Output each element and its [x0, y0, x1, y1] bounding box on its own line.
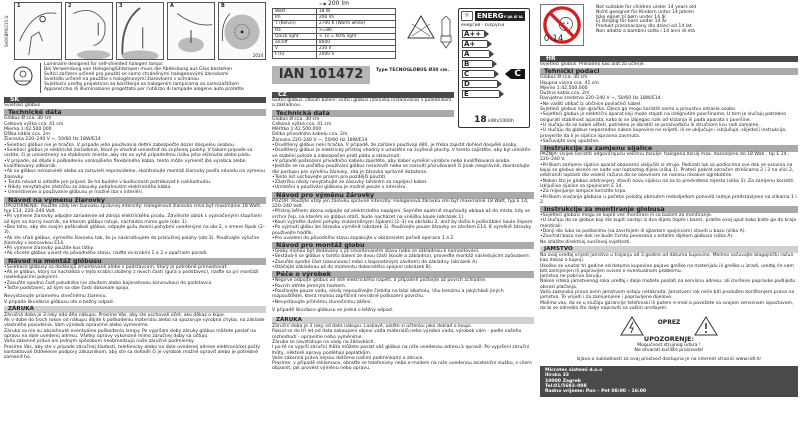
instruction: •Kouli vyjměte dvěmi pohyby znázorněnými šipkami (2–3) na obrázku 2, aniž by došlo k poškrábání koule čepem. — [272, 219, 534, 225]
figure-label: 3 — [119, 3, 123, 9]
spec-line: Mjerilo 1:42.500.000 — [540, 85, 588, 91]
note: Nevystavujte priamemu slnečnému žiareniu. — [4, 294, 107, 300]
note: •Ne vaditi utikač iz utičnice povlačeći kabel. — [540, 101, 642, 107]
luminaire-notice — [4, 63, 266, 93]
warranty-text: Vaše zákonná práva nejsou dotčena našimi podmínkami o záruce. — [272, 355, 424, 361]
instruction: •Po vyjmutí glóbu lze žárovku vyměnit (obrázek 3). Používejte pouze žárovky se závitem E14. K výměně žárovky používejte hadřík. — [272, 225, 532, 236]
energy-class-row — [462, 50, 527, 58]
notice-line: Svietidlo určené na použitie s halogénovými žiarovkami s ochranou — [44, 76, 200, 82]
base-rotate-illustration — [219, 3, 265, 59]
section-title: ZÁRUKA — [4, 306, 266, 313]
age-warning-line: Ej lämplig för barn under 14 år — [596, 19, 667, 25]
note: • Umiestnenie a používanie glóbusu je možné iba v interiéri. — [4, 190, 144, 196]
spec-line: Délka přívodního kabelu cca. 2m — [272, 132, 348, 138]
note: Svjetleći globus nije igračka. Djeca ga mogu koristiti samo u prisustvu odrasle osobe. — [540, 107, 737, 113]
figure-code: 2014 — [252, 52, 263, 58]
spec-value: 18 W — [316, 9, 395, 15]
no-hot-surface-warning-icon — [406, 14, 436, 40]
spec-line: Globus Ø cca. 30 cm — [540, 75, 588, 81]
instruction: •Pri výmene žiarovky použite kus látky. — [4, 246, 95, 252]
note: •Svietiaci glóbus nie je hračka. V prípade jeho používania deťmi zabezpečte dozor dospelou osobou. — [4, 142, 236, 148]
energy-class-row — [462, 60, 527, 68]
spec-key: t (h) — [273, 52, 317, 58]
bulb-icon: ☼ — [461, 11, 473, 21]
contact-line: Ilirska 33 — [545, 373, 570, 379]
instruction: •Točte podstavec, až kým sa obe časti dokonale spoja. — [4, 285, 130, 291]
spec-key: V — [273, 46, 317, 52]
warning-title: UPOZORENJE: — [643, 335, 695, 344]
instruction: •Prilikom vraćanja globusa u početni položaj obrnutim redosljedom ponoviti radnje predstavljene na slikama 1 i 2. — [540, 194, 797, 205]
energy-label — [458, 8, 530, 128]
assembly-figures — [4, 2, 266, 60]
section-title: Návod pro montáž globu — [272, 242, 534, 249]
section-title: Instrukcije za montiranje globusa — [540, 206, 798, 213]
warranty-text: Vaša zákonné práva ani jedným spôsobom neobmedzujú naše záručné podmienky. — [4, 339, 195, 345]
spec-value: 230 V — [316, 46, 395, 52]
figure-label: B — [221, 3, 225, 9]
note: •Sačuvajte ovaj uputstvo. — [540, 138, 600, 144]
care-item: •Povrch otřete jemným hadrem. — [272, 283, 347, 289]
product-code: SH00BM0215-U — [4, 15, 9, 47]
note: • Tento návod si odložte pre prípad, že ho budete v budúcnosti potrebovať k nahliadnutiu. — [4, 179, 212, 185]
warranty-text: Nakon isteka jamstvenog roka uređaj i dalje možete poslati na servisnu adresu, ali izvršene popravke podliježu obvezi plaćanja. — [540, 279, 796, 290]
cz-intro: Svítící glóbus. Obsah balení: svítící glóbus (žárovka instalována) s poledníkem a základnou. — [272, 98, 452, 109]
section-title: Tehnički podaci — [540, 68, 798, 75]
energy-arrow-tip — [489, 50, 494, 58]
bulb-shape-icon — [438, 16, 454, 56]
instruction: Ne izlažite direktnoj sunčevoj svjetlosti. — [540, 239, 631, 245]
spec-value: >=80 — [316, 27, 395, 33]
spec-key: Ra — [273, 27, 317, 33]
warranty-text: Prosíme Vás, aby ste v prípade záručnej žiadosti, telefonicky alebo na dole uvedenej adrese elektronickej pošty kontaktovali Oddelenie podpory zákazníkom, aby ste sa dohodli či je výrobok možné opraviť alebo je potrebné zameniť ho. — [4, 344, 261, 361]
product-type: Type TECNOGLOBUS Ø30 cm. — [376, 68, 450, 73]
energy-class: B — [462, 60, 492, 68]
warranty-text: Ukoliko se unutar tri godine od datuma kupovine pojave greške na materijalu ili greške u izradi, uređaj će vam biti zamijenjen ili popravljen ovisno o eventualnom problemu. — [540, 263, 794, 274]
spec-line: Glóbus Ø cca. 30 cm — [4, 116, 52, 122]
instruction: •Ak chcete glóbus uviesť do pôvodného stavu, riaďte sa krokmi 1 a 2 v opačnom poradí. — [4, 251, 208, 257]
globe-removal-illustration — [66, 3, 112, 59]
base-insert-illustration — [168, 3, 214, 59]
section-title: Návod pro výměnu žárovky — [272, 192, 534, 199]
section-title: Péče o výrobek — [272, 271, 534, 278]
energy-arrow-tip — [492, 60, 497, 68]
age-warning-line: Ikke egnet til børn under 14 år — [596, 14, 667, 20]
spec-line: Měřítko 1:42.500.000 — [272, 127, 322, 133]
energy-class-row — [462, 40, 527, 48]
instruction: •Otáčejte základnou až do momentu dokonalého spojení (obrázek B). — [272, 265, 433, 271]
notice-line: Apparecchio di illuminazione progettato per l'utilizzo di lampade alogene auto protette — [44, 86, 244, 92]
energy-class: A — [462, 50, 489, 58]
shock-warning — [540, 316, 798, 336]
instruction: POZOR: Použijte vždy jen žárovku správné intenzity: Halogenová žárovka smí být maximálně 18 Watt, typ E 14, 220–240 Volt. — [272, 198, 529, 210]
hand-lift-arc-illustration — [15, 3, 61, 59]
bulb-replace-illustration — [117, 3, 163, 59]
note: V prípade likvidácie glóbusu ide o bežný odpad. — [4, 299, 115, 305]
note: •Ak sa glóbus nerozsvieti alebo sa rozsvieti nepravidelne, skontrolujte montáž žiarovky podľa návodu na výmenu žiarovky. — [4, 169, 266, 180]
warranty-text: Záruka sa nie su obsiahnuté eventuálne poškodenia lampy. Po vypršaní doby záruky glóbus môžete poslať na opravu na dole uvedenú adresu. Všetky opravy vykonané mimo záručnej doby sa účtujú. — [4, 328, 256, 339]
figure-b — [218, 2, 266, 60]
svg-text:0-14: 0-14 — [543, 34, 564, 45]
instruction: •Svietiace glóbusy sa dodávajú zmontované alebo s podstavcom, ktorý je potrebné primontovať. — [4, 264, 228, 270]
warranty-text: Prosíme, v případě reklamace, obraťte se telefonicky nebo e-mailem na níže uvedenou asistenční službu, s cílem objasnit, jak provést výměnu nebo opravu. — [272, 361, 532, 372]
note: •U slučaju da se kabel ošteti, potrebno je obratiti se proizvođaču ili stručnom licu radi zamjene. — [540, 122, 760, 128]
hr-intro: Svjetleći globus. Prikladno kao alat za učenje. — [540, 62, 646, 67]
energy-class-row — [462, 90, 527, 98]
contact-line: Tel:01/5692–008 — [545, 383, 587, 389]
warranty-text: Pokud se do tří let od data zakoupení objeví vada materiálů nebo výrobní vada, výrobek vám - podle našeho rozhodnutí - opravíme nebo vyměníme. — [272, 329, 522, 340]
self-shielded-lamp-icon — [12, 65, 34, 87]
spec-value: 200 lm — [316, 15, 395, 21]
energy-rating-marker: C — [511, 69, 525, 79]
instruction: •Svjetleći globusi mogu se kupiti već montirani ili sa bazom za montiranje. — [540, 213, 713, 219]
instruction: •Sestává-li se glóbus v tomto balení ze dvou částí (koule a základna), proveďte montáž následujícím způsobem: — [272, 254, 531, 260]
care-item: •Používejte pouze vodu, nikdy nepoužívejte čistidla na bázi alkoholu, lihu benzínu a jakýchkoli jiných rozpouštědel, která mohou zapříčinit nevratné poškození povrchu. — [272, 288, 504, 300]
spec-line: Celková výška cca. 41 cm — [4, 121, 64, 127]
note: •U slučaju da globus neposredno nakon kupovine ne svijetli, ili se uključuje i isključuje, slijedeći instrukcije, provjerite da li je sijalica ispravno zavrnuta. — [540, 128, 787, 139]
instruction: •U slučaju da se globus koji ste kupili sastoji iz dva dijela (lopte i baze), pratite ovaj uput kako biste ga do kraja montirali: — [540, 218, 797, 229]
spec-line: Ukupna visina cca. 41 cm — [540, 80, 599, 86]
warranty-text: Na ovaj uređaj vrijedi jamstvo u trajanju od 3 godine od datuma kupovine. Molimo sačuvajte blagajnički račun kao dokaz o kupnji. — [540, 252, 794, 264]
spec-line: Celková výška cca. 41 cm — [272, 121, 332, 127]
spec-line: Dužina kabla cca. 2m — [540, 91, 590, 97]
section-title: Technická data — [272, 110, 454, 117]
spec-line: Mierka 1:42.500.000 — [4, 126, 52, 132]
figure-label: 2 — [68, 3, 72, 9]
instruction: •Zavrtati bazu sve dok ne bude čvrsto povezana s ostalim dijelom globusa (slika A). — [540, 234, 734, 240]
contact-line: Radno vrijeme: Pon – Pet 08:00 – 16:00 — [545, 389, 647, 395]
instruction: PAŽNJA: Uvijek koristiti odgovarajuću veličinu žarulje: halogena žarulj max. dozvoljeno do 18 Wati , tip E 14 , 220–240 V. — [540, 152, 790, 163]
instruction: •Pri výmene žiarovky odpojte zariadenie od zdroja elektrického prúdu. Zdvihnite oblúk s vyznačenými stupňami až kým sa horný svorník, na ktorom glóbus rotuje, nachádza mimo gule (obr. 1). — [4, 214, 262, 225]
spec-line: Žárovka 220–240 V ~, 50/60 Hz 18W/E14 — [272, 137, 368, 143]
warranty-text: Záruka se nevztahuje na vady na žárovkách. — [272, 339, 376, 345]
age-warning-line: Non adatto a bambini sotto i 14 anni di età — [596, 28, 695, 34]
note: •V prípade, ak dôjde k poškodeniu vonkajšieho flexibilného kábla, tento môže vymeniť iba výrobca alebo kvalifikovaný odborník. — [4, 158, 246, 169]
notice-line: Bei Verwendung von Halogenglühlampen muss die Abdeckung aus Glas bestehen — [44, 66, 233, 72]
spec-line: Glóbus Ø cca. 30 cm — [272, 116, 320, 122]
spec-value: 8000 — [316, 39, 395, 45]
column-right — [540, 0, 798, 397]
spec-value: 2700 K (Warm white) — [316, 21, 395, 27]
instruction: •Za mijenjanje lampice koristite krpu. — [540, 189, 627, 195]
energy-arrow-tip — [497, 80, 502, 88]
notice-line: Svítící zařízení určené pro použití se samo chráněnými halogenovými žárovkami — [44, 71, 229, 77]
care-item: •Nejprve odpojte glóbus od sítě elektrického napětí, a případně počkejte až povrch zchladne. — [272, 278, 487, 284]
figure-1 — [14, 2, 62, 60]
instruction: •Zasuňte spodní část (zasunovací nebo s bajonetovým závitem) do základny (obrázek A). — [272, 259, 479, 265]
energy-consumption: 18 kWh/1000h — [474, 114, 514, 125]
age-warning-line: Nicht geeignet für Kindern unter 14 Jahren — [596, 9, 694, 15]
spec-key: Quick light — [273, 33, 317, 39]
instruction: •Ak je glóbus, ktorý sa nachádza v tejto krabici zložený z dvoch častí (guľa a podstavec), riaďte sa pri montáži nasledujúcimi pokynmi: — [4, 270, 259, 281]
warranty-text: Vaša zakonska prava ovim jamstvom ostaju netaknuta. Jamstveni rok neće biti produžen korištenjem prava na jamstvo. To vrijedi i za zamijenjene i popravljene dijelove. — [540, 289, 795, 301]
section-title: JAMSTVO — [540, 246, 798, 253]
spec-value: < 1s = 60% light — [316, 33, 395, 39]
warranty-text: Molimo vas, da se u slučaju garancije telefonski ili putem e-mail-a povežete sa svojom servisnom ispostavom, da bi se odredilo što dalje napraviti sa vašim uređajem. — [540, 300, 794, 311]
note: •Tento list uschovejte prosím pro pozdější použití. — [272, 174, 387, 180]
instruction: •Přístroj během úkonu odpojte od elektrického napájení. Sejměte opatrně stupňovitý oblouk až do místa, kdy se vrchní čep, na kterém se glóbus otáčí, bude nacházet na vnějšku koule (obrázek 1). — [272, 209, 531, 220]
lang-header-cz: CZ — [272, 92, 454, 98]
notice-line: Svjetlosni uređaj projektiran za korištenje sa halogenim lampicama sa samozaštitom — [44, 81, 239, 87]
energy-class: E — [462, 90, 499, 98]
spec-key: Watt — [273, 9, 317, 15]
energy-arrow-tip — [487, 40, 492, 48]
spec-table — [272, 8, 396, 59]
note: •Osvětlený glóbus je elektrický přístroj vhodný k umístění na zvýšené plochy. V tomto zajistěte, aby byl umístěn ve stabilní poloze a zabezpečen proti pádu a sklouznutí. — [272, 148, 531, 159]
column-middle: ≈ ▶ 200 lm Watt 18 W lm 200 lm T (Kelvin) 2700 K (Warm white) Ra >=80 Quick light < 1s = 60% light on/off 8000 V 230 V t (h) 2000 h IAN 101472 Type TECNOGLOBUS Ø30 cm. ☼ ENERGY IJA IE IA енергия · ενεργεια A++ A+ A B C C D E 18 kWh/1000h CZ Svítící glóbus. Obsah balení: svítící glóbus (žárovka instalována) s poledníkem a základnou. Technická data Glóbus Ø cca. 30 cm Celková výška cca. 41 cm Měřítko 1:42.500.000 Délka přívodního kabelu cca. 2m Žárovka 220–240 V ~, 50/60 Hz 18W/E14 •Osvětlený glóbus není hračka. V případě, že zařízení používají děti, je třeba zajistit dohled dospělé osoby. •Osvětlený glóbus je elektrický přístroj vhodný k umístění na zvýšené plochy. V tomto zajistěte, aby byl umístěn ve stabilní poloze a zabezpečen proti pádu a sklouznutí. •V případě poškození přívodního kabelu zajistěte, aby kabel vyměnil výrobce nebo kvalifikovaná osoba. •Jestliže se na počátku používání glóbus nerozsvítí nebo se rozsvítí přerušovaně či jinak nesprávně, zkontrolujte dle postupu pro výměnu žárovky, zda je žárovka správně dotažena. •Tento list uschovejte prosím pro pozdější použití. •Zástrčku nikdy nevytahujte ze zásuvky taháním za napájecí kabel. •Umístění a používání glóbusu je možné pouze v interiéru. Návod pro výměnu žárovky POZOR: Použijte vždy jen žárovku správné intenzity: Halogenová žárovka smí být maximálně 18 Watt, typ E 14, 220–240 Volt. •Přístroj během úkonu odpojte od elektrického napájení. Sejměte opatrně stupňovitý oblouk až do místa, kdy se vrchní čep, na kterém se glóbus otáčí, bude nacházet na vnějšku koule (obrázek 1). •Kouli vyjměte dvěmi pohyby znázorněnými šipkami (2–3) na obrázku 2, aniž by došlo k poškrábání koule čepem. •Po vyjmutí glóbu lze žárovku vyměnit (obrázek 3). Používejte pouze žárovky se závitem E14. K výměně žárovky používejte hadřík. •Pro uvedení do původního stavu zopakujte v obráceném pořadí operace 1 a 2. Návod pro montáž globu •Globy mohou být dodávány v již smontovaném stavu nebo se základnou k namontování. •Sestává-li se glóbus v tomto balení ze dvou částí (koule a základna), proveďte montáž následujícím způsobem: •Zasuňte spodní část (zasunovací nebo s bajonetovým závitem) do základny (obrázek A). •Otáčejte základnou až do momentu dokonalého spojení (obrázek B). Péče o výrobek •Nejprve odpojte glóbus od sítě elektrického napětí, a případně počkejte až povrch zchladne. •Povrch otřete jemným hadrem. •Používejte pouze vodu, nikdy nepoužívejte čistidla na bázi alkoholu, lihu benzínu a jakýchkoli jiných rozpouštědel, která mohou zapříčinit nevratné poškození povrchu. •Nevystavujte přímému slunečnímu záření. V případě likvidace glóbusu se jedná o běžný odpad. ZÁRUKA Záruční doba je 3 roky od data nákupu. Laskavě, uložte si účtenku jako doklad o koupi. Pokud se do tří let od data zakoupení objeví vada materiálů nebo výrobní vada, výrobek vám - podle našeho rozhodnutí - opravíme nebo vyměníme. Záruka se nevztahuje na vady na žárovkách. I po té co vyprší záruční lhůta můžete poslat váš glóbus na níže uvedenou adresu k opravě. Po vypršení záruční lhůty, některé opravy podléhají poplatkům. Vaše zákonná práva nejsou dotčena našimi podmínkami o záruce. Prosíme, v případě reklamace, obraťte se telefonicky nebo e-mailem na níže uvedenou asistenční službu, s cílem objasnit, jak provést výměnu nebo opravu. — [272, 0, 534, 372]
energy-arrow-tip — [499, 90, 504, 98]
figure-label: 1 — [17, 3, 21, 9]
instruction: •Donji dio luka sa podiocima (sa zavrtnjem ili iglastom spojnicom) staviti u bazu (slika A). — [540, 229, 747, 235]
lang-header-sk: SK — [4, 97, 266, 103]
spec-key: on/off — [273, 39, 317, 45]
energy-subtitle: енергия · ενεργεια — [461, 23, 505, 28]
lang-header-hr: HR — [540, 56, 798, 62]
warning-line: Ne otvarati kućište proizvoda! — [634, 348, 704, 354]
note: •Zástrčku nikdy nevytahujte ze zásuvky taháním za napájecí kabel. — [272, 180, 428, 186]
caution-title: OPREZ — [657, 319, 681, 327]
age-warning — [540, 4, 798, 46]
notice-line: Luminaire designed for self-shielded halogen lamps — [44, 62, 163, 67]
spec-key: T (Kelvin) — [273, 21, 317, 27]
disposal-note: V případě likvidace glóbusu se jedná o běžný odpad. — [272, 307, 394, 313]
figure-3 — [116, 2, 164, 60]
spec-value: 2000 h — [316, 52, 395, 58]
warranty-text: Jamstvo ne pokriva žarulju. — [540, 274, 603, 280]
note: •Umístění a používání glóbusu je možné pouze v interiéru. — [272, 185, 407, 191]
figure-label: A — [170, 3, 174, 9]
instruction: •Globy mohou být dodávány v již smontovaném stavu nebo se základnou k namontování. — [272, 249, 480, 255]
instruction: •Prilikom zamjene sijalice aparat obavezno isključiti iz struje. Podizati luk sa podiocima sve dok se osovina na kojoj se globus okreće ne nađe van loptastog dijela (slika 1). Prateći pokret označen strelicama 2 i 3 na slici 2, odstraniti loptasti dio vodeći računa da se osovinom ne nanesu nikakve ogrebotine. — [540, 162, 794, 179]
energy-class: A+ — [462, 40, 487, 48]
energy-class-row — [462, 80, 527, 88]
contact-line: 10000 Zagreb — [545, 378, 581, 384]
electric-shock-warning-icon — [620, 316, 644, 336]
warning-line: Mogućnost strujnog udara ! — [637, 343, 701, 349]
exclamation-warning-icon — [694, 316, 718, 336]
note: •Jestliže se na počátku používání glóbus nerozsvítí nebo se rozsvítí přerušovaně či jinak nesprávně, zkontrolujte dle postupu pro výměnu žárovky, zda je žárovka správně dotažena. — [272, 164, 530, 175]
note: •Svietiaci glóbus je elektrické zariadenie, ktoré je vhodné umiestniť do zvýšenej polohy. V takom prípade sa uistite, či je umiestnený na stabilnom mieste, aby ste sa vyhli prípadnému riziku jeho skĺznutia alebo pádu. — [4, 148, 253, 159]
not-for-children-0-14-icon — [540, 4, 584, 46]
contact-line: Microtec sistemi d.o.o — [545, 368, 603, 374]
note: •Osvětlený glóbus není hračka. V případě, že zařízení používají děti, je třeba zajistit dohled dospělé osoby. — [272, 143, 518, 149]
instruction: •Pro uvedení do původního stavu zopakujte v obráceném pořadí operace 1 a 2. — [272, 235, 455, 241]
age-warning-line: Produkt przeznaczony dla dzieci od 14 lat — [596, 24, 692, 30]
energy-class-row — [462, 30, 527, 38]
energy-arrow-tip — [494, 70, 499, 78]
energy-class: D — [462, 80, 497, 88]
section-title: Návod na výmenu žiarovky — [4, 197, 266, 204]
service-contact-box — [540, 366, 798, 396]
section-title: ZÁRUKA — [272, 317, 534, 324]
instruction: •Ak ste sňali glóbus, vymeňte žiarovku tak, že ju naskrutkujete do príslušnej polohy (obr.3). Používajte výlučne žiarovky s koncovkou E14. — [4, 235, 260, 246]
lumen-title: 200 lm — [328, 0, 349, 7]
instruction: •Zasuňte spodnú časť poludníka (so závitom alebo bajonetovou koncovkou) do podstavca. — [4, 280, 213, 286]
note: •Svjetleći globus je električni aparat koji može stajati na izdignutim površinama. U tom je slučaju potrebno osigurati stabilnost aparata, kako bi se izbjegao rizik od klizanja ili pada aparata s površine. — [540, 112, 787, 123]
spec-line: Dĺžka kábla cca. 2m — [4, 132, 51, 138]
instruction: UPOZORNENIE: Použite vždy len žiarovku správnej intenzity: Halogénová žiarovka smie byť maximálne 18 Watt, typ E14, 220–240 Volt. — [4, 203, 262, 215]
instruction: •Nakon što je globus odstranjen, staviti novu sijalicu na za to predviđeno mjesto (slika 3). Za zamjenu koristiti isključivo sijalice sa spojnicom E 14. — [540, 178, 794, 189]
energy-arrow-tip — [484, 30, 489, 38]
conformity-statement: Izjava o sukladnosti za ovaj proizvod dostupna je na internet stranici www.lidl.hr — [576, 356, 762, 362]
note: • Nikdy nevyťahujte zástrčku zo zásuvky potiahnutím elektrického kábla. — [4, 185, 172, 191]
warranty-text: Ak v dobe do troch rokov od nákupu dôjde k poškodeniu materiálu alebo sa spozoruje výrobná chyba, na základe vlastného posúdenia, Vám výrobok opravíme alebo vymeníme. — [4, 318, 265, 329]
energy-logo: ENERGY IJA IE IA — [477, 12, 523, 20]
energy-class: C — [462, 70, 494, 78]
warranty-text: Záručná doba je 3 roky odo dňa nákupu. Prosíme Vás, aby ste uschovali účet, ako dôkaz o kúpe. — [4, 312, 226, 318]
warranty-text: Záruční doba je 3 roky od data nákupu. Laskavě, uložte si účtenku jako doklad o koupi. — [272, 324, 472, 330]
spec-key: lm — [273, 15, 317, 21]
section-title: Technické dáta — [4, 109, 266, 116]
figure-2 — [65, 2, 113, 60]
section-title: Instrukcije za zamjenu sijalice — [540, 145, 798, 152]
age-warning-line: Not suitable for children under 14 years old — [596, 5, 697, 10]
column-left — [4, 0, 266, 360]
ian-number: IAN 101472 — [272, 66, 370, 84]
energy-class: A++ — [462, 30, 484, 38]
energy-class-row — [462, 70, 527, 78]
section-title: Návod na montáž glóbusu — [4, 258, 266, 265]
note: •V případě poškození přívodního kabelu zajistěte, aby kabel vyměnil výrobce nebo kvalifikovaná osoba. — [272, 158, 511, 164]
figure-a — [167, 2, 215, 60]
spec-line: Rasvjetno sredstvo 220–240 V ~, 50/60 Hz 18W/E14 — [540, 96, 661, 102]
spec-row — [273, 52, 396, 58]
spec-line: Žiarovka 220–240 V ~, 50/60 Hz 18W/E14 — [4, 137, 101, 143]
care-item: •Nevystavujte přímému slunečnímu záření. — [272, 299, 373, 305]
instruction: •Bez toho, aby ste svojím poškrabali glóbus, odpojte guľu dvomi pohybmi uvedenými na obr.2, v smere šípok (2–3). — [4, 224, 266, 236]
sk-intro: Svietiaci glóbus — [4, 103, 41, 108]
warranty-text: I po té co vyprší záruční lhůta můžete poslat váš glóbus na níže uvedenou adresu k opravě. Po vypršení záruční lhůty, některé opravy podléhají poplatkům. — [272, 345, 530, 356]
